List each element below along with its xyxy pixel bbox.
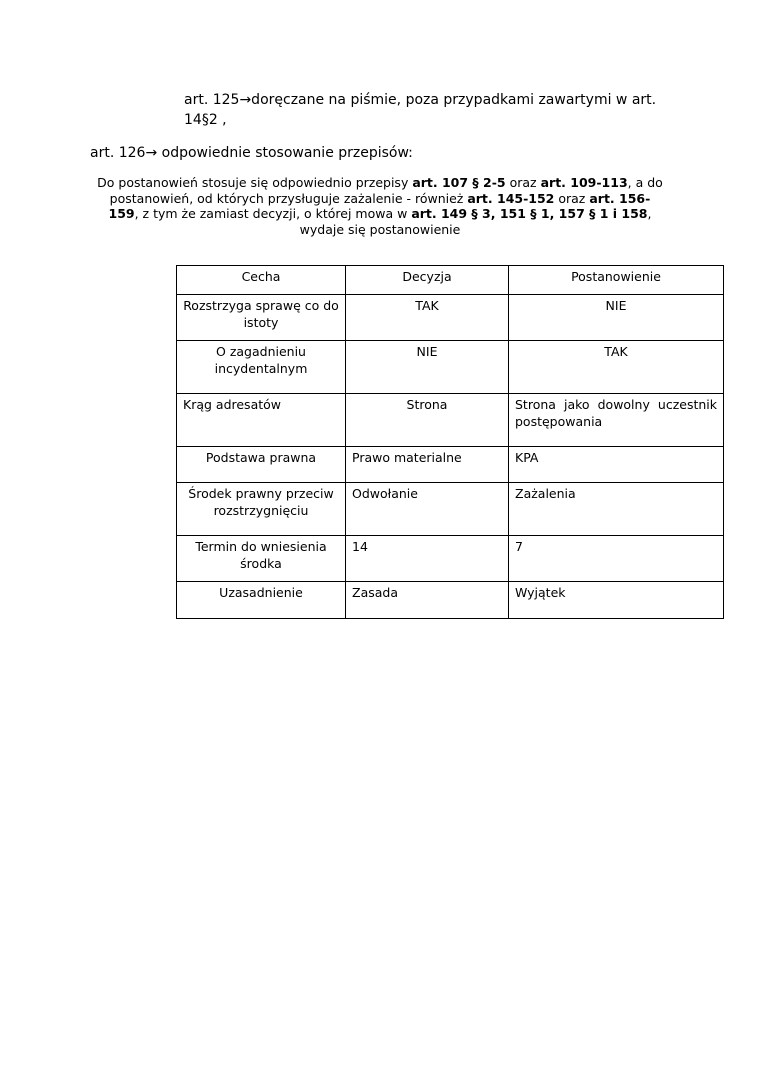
table-cell: O zagadnieniu incydentalnym xyxy=(177,341,346,394)
table-cell: Strona jako dowolny uczestnik postępowania xyxy=(509,394,724,447)
quote-text-2: oraz xyxy=(505,175,541,190)
quote-ref-5: art. 149 § 3, 151 § 1, 157 § 1 i 158 xyxy=(411,206,648,221)
table-row xyxy=(177,394,724,447)
table-cell: Strona xyxy=(346,394,509,447)
table-row xyxy=(177,536,724,582)
table-cell: KPA xyxy=(509,447,724,483)
quote-ref-3: art. 145-152 xyxy=(467,190,555,206)
quote-ref-1: art. 107 § 2-5 xyxy=(412,175,506,190)
art125-paragraph-line1: art. 125→doręczane na piśmie, poza przypadkami zawartymi w art. xyxy=(184,92,657,108)
table-cell: 7 xyxy=(509,536,724,582)
quote-text-4: oraz xyxy=(554,190,590,206)
table-row xyxy=(177,582,724,619)
table-cell: Prawo materialne xyxy=(346,447,509,483)
header-cell-decyzja: Decyzja xyxy=(346,266,509,295)
header-cell-cecha: Cecha xyxy=(177,266,346,295)
table-cell: 14 xyxy=(346,536,509,582)
table-cell: TAK xyxy=(346,295,509,341)
table-cell: Odwołanie xyxy=(346,483,509,536)
quote-text-1: Do postanowień stosuje się odpowiednio przepisy xyxy=(97,175,413,190)
table-cell: Środek prawny przeciw rozstrzygnięciu xyxy=(177,483,346,536)
art126-paragraph: art. 126→ odpowiednie stosowanie przepisów: xyxy=(90,145,413,161)
table-row xyxy=(177,483,724,536)
table-cell: Zażalenia xyxy=(509,483,724,536)
table-cell: Rozstrzyga sprawę co do istoty xyxy=(177,295,346,341)
table-row xyxy=(177,341,724,394)
table-cell: Uzasadnienie xyxy=(177,582,346,619)
table-row xyxy=(177,295,724,341)
quote-ref-2: art. 109-113 xyxy=(540,175,628,190)
table-cell: Termin do wniesienia środka xyxy=(177,536,346,582)
table-cell: Zasada xyxy=(346,582,509,619)
table-cell: TAK xyxy=(509,341,724,394)
table-cell: Krąg adresatów xyxy=(177,394,346,447)
header-cell-postanowienie: Postanowienie xyxy=(509,266,724,295)
art125-paragraph-line2: 14§2 , xyxy=(184,112,227,128)
quote-ref-4: art. 156-159 xyxy=(108,190,651,221)
table-row xyxy=(177,447,724,483)
comparison-table xyxy=(176,265,724,619)
table-cell: NIE xyxy=(346,341,509,394)
legal-quote xyxy=(96,175,664,237)
quote-text-5: , z tym że zamiast decyzji, o której mowa w xyxy=(134,206,412,221)
table-header-row xyxy=(177,266,724,295)
quote-text-3: , a do postanowień, od których przysługuje zażalenie - również xyxy=(109,175,663,206)
table-cell: Podstawa prawna xyxy=(177,447,346,483)
table-cell: Wyjątek xyxy=(509,582,724,619)
table-cell: NIE xyxy=(509,295,724,341)
quote-text-6: , wydaje się postanowienie xyxy=(299,206,652,237)
